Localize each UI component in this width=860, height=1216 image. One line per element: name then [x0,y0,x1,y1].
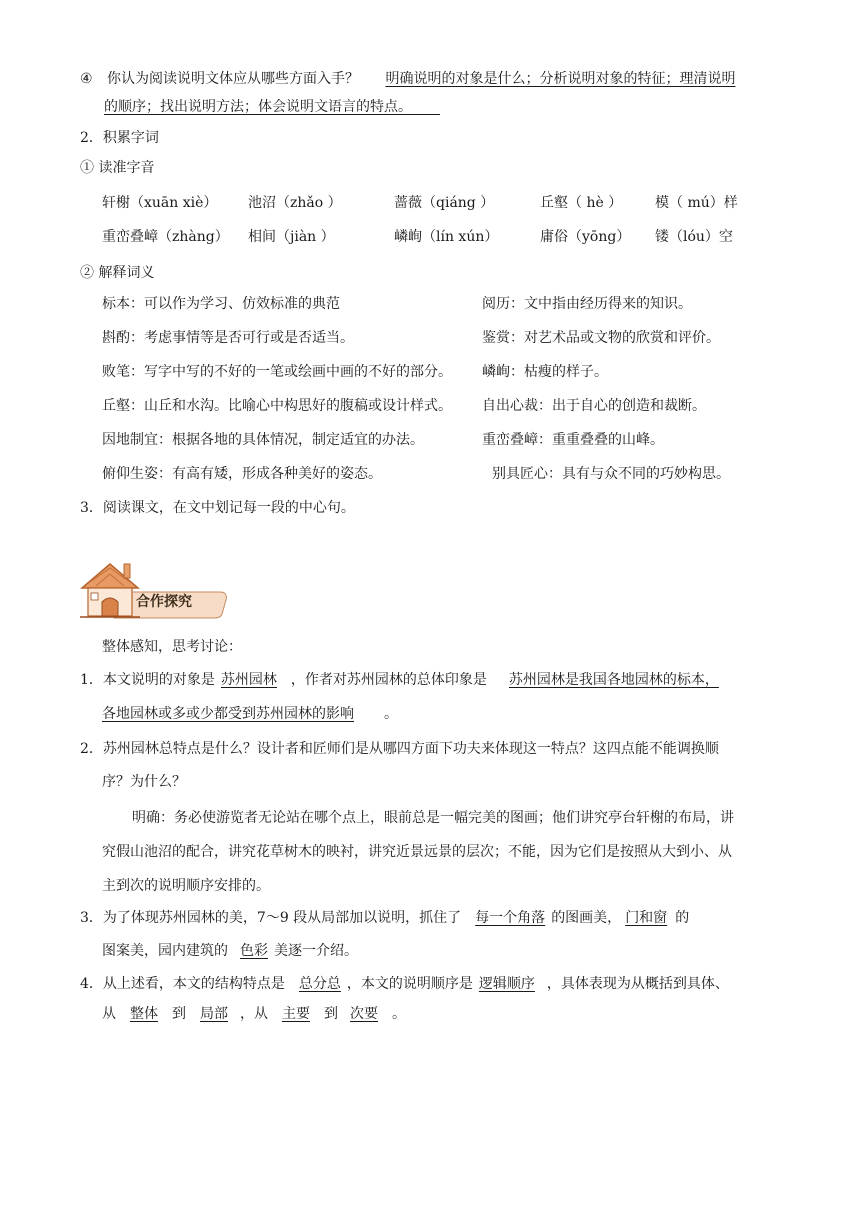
q4b-answer-d: 逻辑顺序 [478,976,535,992]
q1-line1 [80,670,719,690]
q2-answer-2: 究假山池沼的配合，讲究花草树木的映衬，讲究近景远景的层次；不能，因为它们是按照从大到小、从 [102,844,732,860]
definition-item: 鉴赏：对艺术品或文物的欣赏和评价。 [482,330,720,346]
q4b-answer-g: 整体 [130,1006,158,1022]
q3-text-h: 美逐一介绍。 [274,943,358,959]
q4b-text-l: 到 [324,1006,338,1022]
definition-item: 丘壑：山丘和水沟。比喻心中构思好的腹稿或设计样式。 [102,398,452,414]
q4-answer-2: 的顺序；找出说明方法；体会说明文语言的特点。 [104,99,412,115]
definition-row [102,396,802,416]
definition-item: 重峦叠嶂：重重叠叠的山峰。 [482,432,664,448]
pinyin-item: 嶙峋（lín xún） [394,229,499,245]
q1-answer-b: 苏州园林 [220,672,277,688]
definition-row [102,362,802,382]
q2-answer-3: 主到次的说明顺序安排的。 [102,878,270,894]
definition-item: 败笔：写字中写的不好的一笔或绘画中画的不好的部分。 [102,364,452,380]
q3-text-e: 的 [675,910,690,926]
definition-item: 俯仰生姿：有高有矮，形成各种美好的姿态。 [102,466,382,482]
q4b-text-h: 到 [172,1006,186,1022]
q3-answer-d: 门和窗 [625,910,668,926]
q4b-answer-m: 次要 [350,1006,378,1022]
definition-row [102,294,802,314]
q3-line1 [80,908,689,928]
definition-item: 自出心裁：出于自心的创造和裁断。 [482,398,706,414]
q3-text-a: 为了体现苏州园林的美，7～9 段从局部加以说明，抓住了 [102,910,462,926]
pinyin-row-2 [102,227,802,247]
pinyin-item: 相间（jiàn ） [248,229,335,245]
definition-item: 阅历：文中指由经历得来的知识。 [482,296,692,312]
q2-text-1: 苏州园林总特点是什么？设计者和匠师们是从哪四方面下功夫来体现这一特点？这四点能不能调换顺 [102,741,719,757]
pinyin-item: 蔷薇（qiáng ） [394,195,495,211]
q3-answer-g: 色彩 [240,943,268,959]
q1-answer-e: 各地园林或多或少都受到苏州园林的影响 [102,706,354,722]
definition-row [102,328,802,348]
q3-answer-b: 每一个角落 [475,910,546,926]
section-2-title: 2．积累字词 [80,130,159,146]
q4b-text-n: 。 [392,1006,406,1022]
q4b-text-j: ，从 [240,1006,268,1022]
q4-line1 [80,69,735,89]
q4-question: 你认为阅读说明文体应从哪些方面入手？ [107,71,360,87]
q4b-answer-k: 主要 [282,1006,310,1022]
definition-item: 标本：可以作为学习、仿效标准的典范 [102,296,340,312]
pinyin-item: 池沼（zhǎo ） [248,195,342,211]
q3-line2 [102,941,358,961]
q3-num: 3． [80,910,103,926]
q4b-num: 4． [80,976,103,992]
reading-title: ① 读准字音 [80,160,155,176]
q2-text-2: 序？为什么？ [102,774,186,790]
q1-text-f: 。 [384,706,398,722]
q3-text-f: 图案美，园内建筑的 [102,943,228,959]
q4b-answer-b: 总分总 [298,976,341,992]
definition-row [102,430,802,450]
q4-answer-1: 明确说明的对象是什么；分析说明对象的特征；理清说明 [385,71,736,87]
q4b-line2 [102,1004,406,1024]
section-3-text: 3．阅读课文，在文中划记每一段的中心句。 [80,500,355,516]
q1-text-c: ，作者对苏州园林的总体印象是 [290,672,487,688]
q1-num: 1． [80,672,103,688]
pinyin-row-1 [102,193,802,213]
intro-text: 整体感知，思考讨论： [102,639,242,655]
q4b-text-a: 从上述看，本文的结构特点是 [102,976,285,992]
q2-num: 2． [80,741,103,757]
definition-item: 因地制宜：根据各地的具体情况，制定适宜的办法。 [102,432,424,448]
q4-line2 [104,97,440,117]
definition-item: 别具匠心：具有与众不同的巧妙构思。 [492,466,730,482]
q4-num: ④ [80,71,93,87]
explain-title: ② 解释词义 [80,265,155,281]
pinyin-item: 镂（lóu）空 [655,229,733,245]
q4b-text-c: ，本文的说明顺序是 [346,976,473,992]
definition-item: 嶙峋：枯瘦的样子。 [482,364,608,380]
q4b-text-f: 从 [102,1006,116,1022]
definition-row [102,464,802,484]
q4b-answer-i: 局部 [200,1006,228,1022]
q4b-line1 [80,974,729,994]
q2-answer-1: 明确：务必使游览者无论站在哪个点上，眼前总是一幅完美的图画；他们讲究亭台轩榭的布局，讲 [132,810,734,826]
banner-label: 合作探究 [136,594,192,610]
q2-line1 [80,739,719,759]
q1-line2 [102,704,398,724]
pinyin-item: 重峦叠嶂（zhàng） [102,229,229,245]
pinyin-item: 模（ mú）样 [655,195,738,211]
pinyin-item: 轩榭（xuān xiè） [102,195,218,211]
pinyin-item: 丘壑（ hè ） [540,195,623,211]
q1-text-a: 本文说明的对象是 [102,672,215,688]
q4b-text-e: ，具体表现为从概括到具体、 [546,976,729,992]
pinyin-item: 庸俗（yōng） [540,229,631,245]
q3-text-c: 的图画美， [551,910,622,926]
definition-item: 斟酌：考虑事情等是否可行或是否适当。 [102,330,354,346]
q1-answer-d: 苏州园林是我国各地园林的标本， [508,672,719,688]
